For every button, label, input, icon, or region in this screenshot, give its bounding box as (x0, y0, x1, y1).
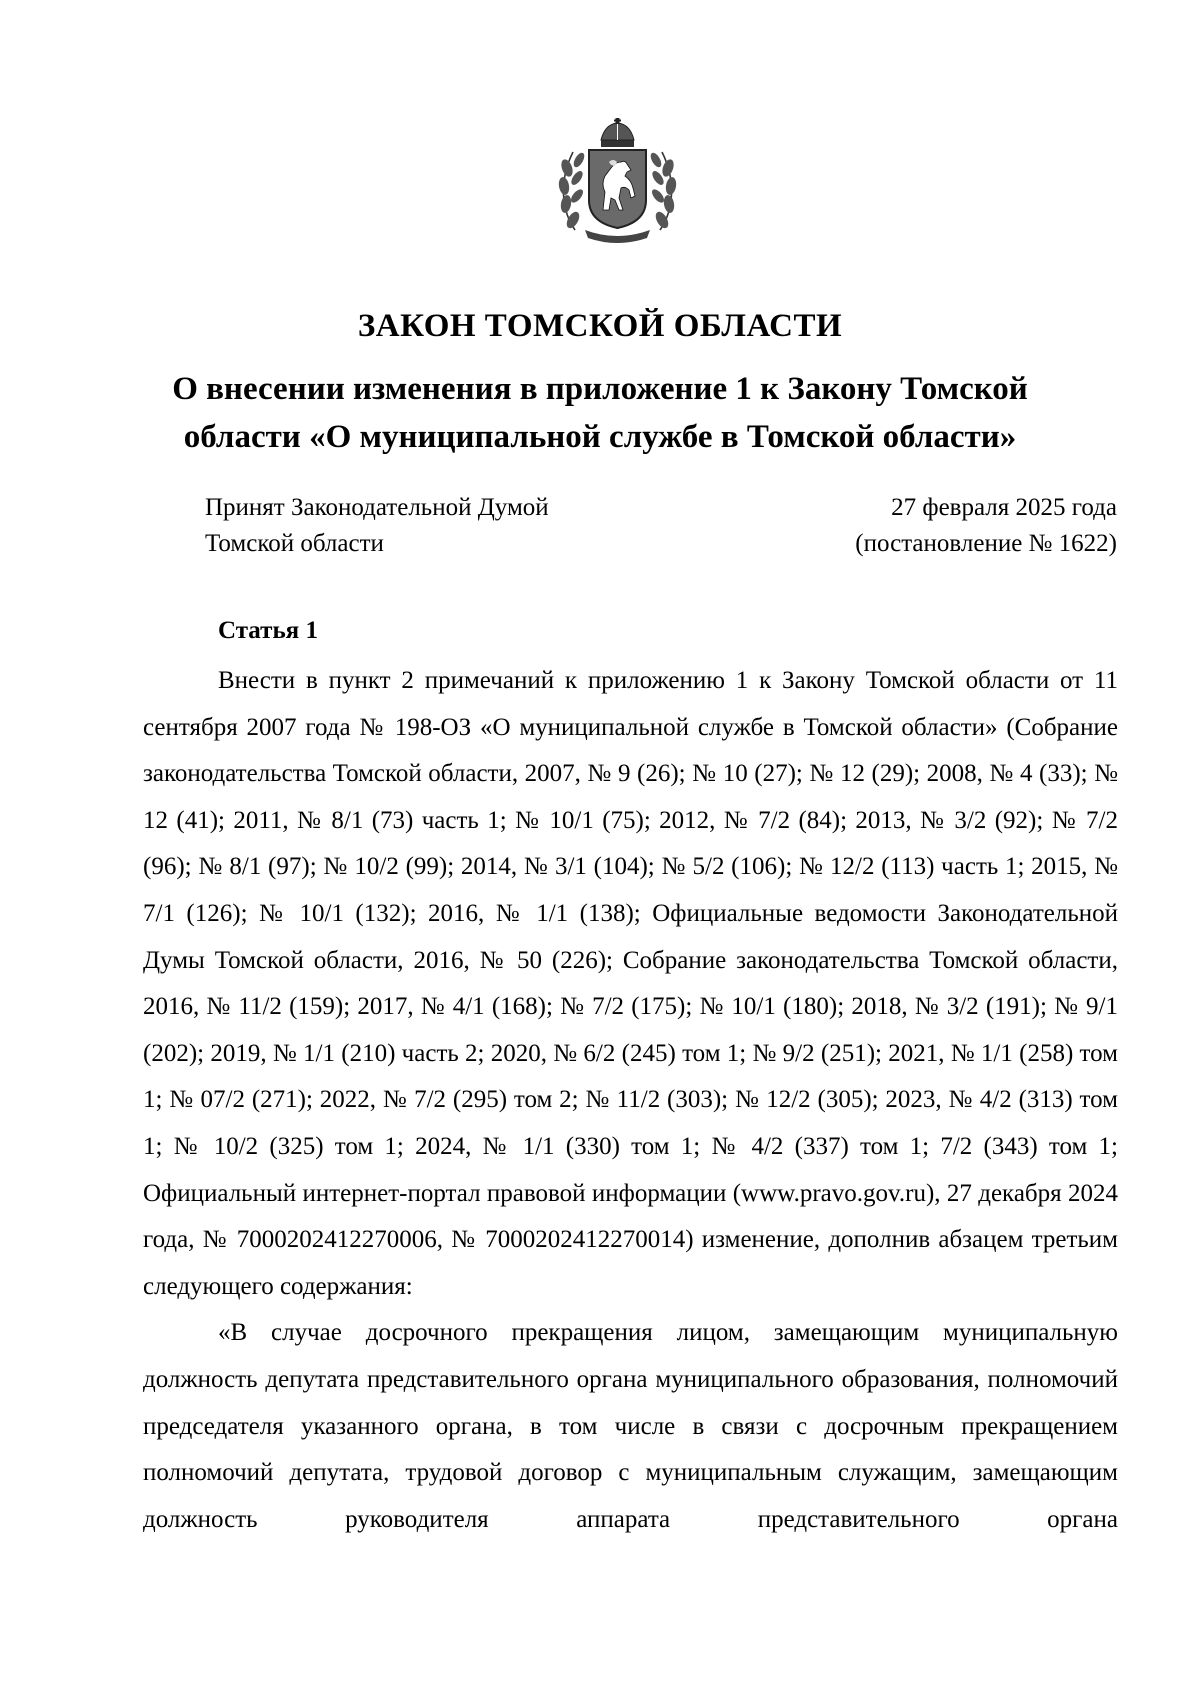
article-heading: Статья 1 (218, 617, 318, 644)
article-paragraph-2: «В случае досрочного прекращения лицом, замещающим муниципальную должность депутата представительного органа муниципального образования, полномочий председателя указанного органа, в том числе в связи с досрочным прекращением полномочий депутата, трудовой договор с муниципальным служащим, замещающим должность руководителя аппарата представительного органа (143, 1319, 1118, 1533)
adoption-date-block (855, 490, 1117, 562)
adopted-by-block (205, 490, 549, 562)
law-subtitle-line-1: О внесении изменения в приложение 1 к Закону Томской (172, 371, 1028, 407)
law-subtitle (120, 365, 1080, 461)
law-title: ЗАКОН ТОМСКОЙ ОБЛАСТИ (357, 308, 843, 344)
adopted-by-line-1: Принят Законодательной Думой (205, 494, 549, 521)
article-paragraph-1: Внести в пункт 2 примечаний к приложению 1 к Закону Томской области от 11 сентября 2007 года № 198-ОЗ «О муниципальной службе в Томской области» (Собрание законодательства Томской области, 2007, № 9 (26); № 10 (27); № 12 (29); 2008, № 4 (33); № 12 (41); 2011, № 8/1 (73) часть 1; № 10/1 (75); 2012, № 7/2 (84); 2013, № 3/2 (92); № 7/2 (96); № 8/1 (97); № 10/2 (99); 2014, № 3/1 (104); № 5/2 (106); № 12/2 (113) часть 1; 2015, № 7/1 (126); № 10/1 (132); 2016, № 1/1 (138); Официальные ведомости Законодательной Думы Томской области, 2016, № 50 (226); Собрание законодательства Томской области, 2016, № 11/2 (159); 2017, № 4/1 (168); № 7/2 (175); № 10/1 (180); 2018, № 3/2 (191); № 9/1 (202); 2019, № 1/1 (210) часть 2; 2020, № 6/2 (245) том 1; № 9/2 (251); 2021, № 1/1 (258) том 1; № 07/2 (271); 2022, № 7/2 (295) том 2; № 11/2 (303); № 12/2 (305); 2023, № 4/2 (313) том 1; № 10/2 (325) том 1; 2024, № 1/1 (330) том 1; № 4/2 (337) том 1; 7/2 (343) том 1; Официальный интернет-портал правовой информации (www.pravo.gov.ru), 27 декабря 2024 года, № 7000202412270006, № 7000202412270014) изменение, дополнив абзацем третьим следующего содержания: (143, 667, 1118, 1300)
adopted-by-line-2: Томской области (205, 530, 384, 557)
adoption-date: 27 февраля 2025 года (891, 494, 1117, 521)
resolution-number: (постановление № 1622) (855, 530, 1117, 557)
coat-of-arms-icon (555, 118, 680, 248)
article-body (143, 658, 1118, 1543)
law-subtitle-line-2: области «О муниципальной службе в Томской области» (183, 419, 1017, 455)
